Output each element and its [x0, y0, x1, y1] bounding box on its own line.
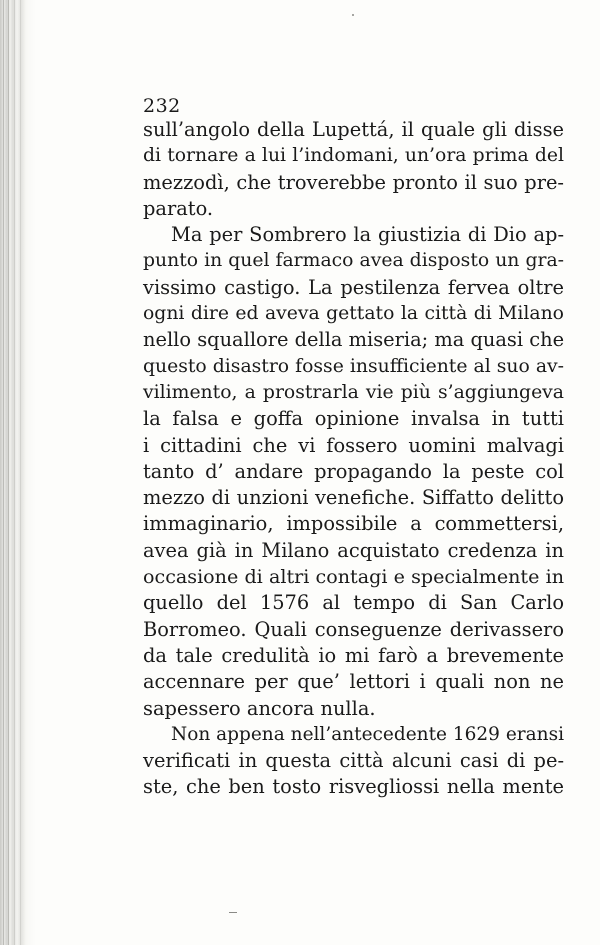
text-line: vissimo castigo. La pestilenza fervea oltre [143, 275, 564, 299]
paper-speck [229, 912, 237, 913]
text-line: Non appena nell’antecedente 1629 eransi [171, 723, 564, 745]
gutter-line [8, 0, 9, 945]
paper-speck [352, 14, 354, 16]
text-line: avea già in Milano acquistato credenza in [143, 538, 564, 562]
text-line: Ma per Sombrero la giustizia di Dio ap- [171, 223, 564, 247]
text-line: tanto d’ andare propagando la peste col [143, 459, 564, 483]
text-line: punto in quel farmaco avea disposto un gra- [143, 250, 564, 272]
text-line: Borromeo. Quali conseguenze derivassero [143, 617, 564, 641]
body-text [143, 117, 564, 801]
gutter-line [3, 0, 4, 945]
text-line: verificati in questa città alcuni casi di pe- [143, 749, 564, 773]
text-line: mezzo di unzioni venefiche. Siffatto delitto [143, 486, 564, 510]
text-line: sapessero ancora nulla. [143, 696, 376, 720]
text-line: parato. [143, 196, 214, 220]
text-line: immaginario, impossibile a commettersi, [143, 512, 564, 536]
text-line: i cittadini che vi fossero uomini malvagi [143, 433, 564, 457]
text-line: nello squallore della miseria; ma quasi che [143, 328, 565, 352]
text-line: mezzodì, che troverebbe pronto il suo pre- [143, 170, 564, 194]
text-line: ogni dire ed aveva gettato la città di Milano [143, 303, 564, 325]
text-line: vilimento, a prostrarla vie più s’aggiungeva [143, 381, 564, 403]
text-line: questo disastro fosse insufficiente al suo av- [143, 355, 564, 377]
text-line: da tale credulità io mi farò a brevemente [143, 643, 564, 667]
page-number: 232 [143, 95, 181, 117]
text-line: sull’angolo della Lupettá, il quale gli disse [143, 118, 564, 141]
text-line: accennare per que’ lettori i quali non ne [143, 670, 564, 694]
gutter-line [20, 0, 21, 945]
gutter-line [14, 0, 15, 945]
text-line: di tornare a lui l’indomani, un’ora prima del [143, 145, 564, 167]
text-line: ste, che ben tosto risvegliossi nella mente [143, 775, 564, 799]
binding-gutter [0, 0, 36, 945]
text-line: quello del 1576 al tempo di San Carlo [143, 591, 564, 615]
text-line: occasione di altri contagi e specialmente in [143, 565, 564, 589]
text-line: la falsa e goffa opinione invalsa in tutti [143, 407, 564, 431]
